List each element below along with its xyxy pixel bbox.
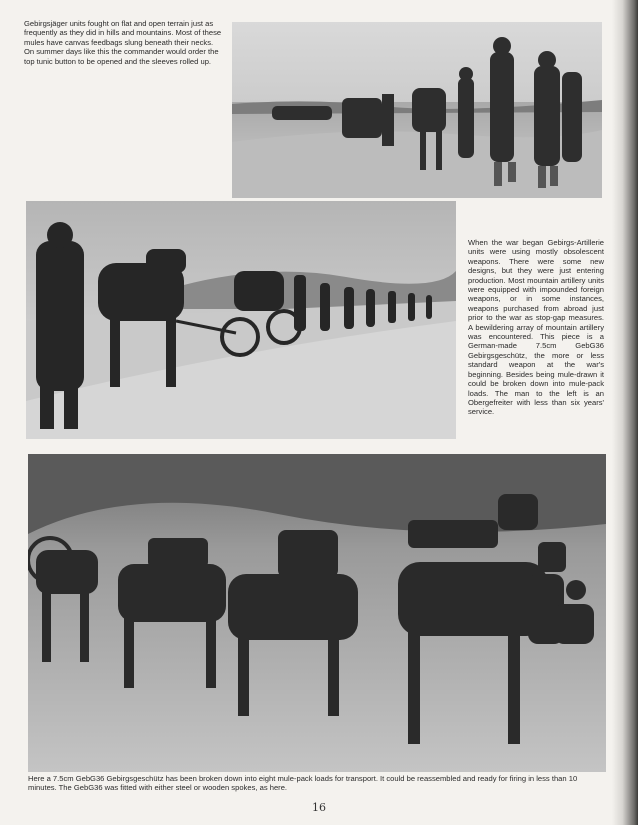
page-edge-shadow — [612, 0, 638, 825]
photo-mule-pack-loads — [28, 454, 606, 772]
caption-top: Gebirgsjäger units fought on flat and open terrain just as frequently as they did in hills and mountains. Most of these mules have canvas feedbags slung beneath their necks. On summer days like this the commander would order the top tunic button to be opened and the sleeves rolled up. — [24, 19, 222, 66]
page-number: 16 — [312, 801, 326, 814]
caption-bottom: Here a 7.5cm GebG36 Gebirgsgeschütz has been broken down into eight mule-pack loads for transport. It could be reassembled and ready for firing in less than 10 minutes. The GebG36 was fitted with either steel or wooden spokes, as here. — [28, 774, 578, 793]
photo-mule-drawn-gun — [26, 201, 456, 439]
photo-soldiers-marching-mules — [232, 22, 602, 198]
caption-middle: When the war began Gebirgs-Artillerie units were using mostly obsolescent weapons. There were some new designs, but they were just entering production. Most mountain artillery units were equipped with impounded foreign weapons, or in some instances, weapons purchased from abroad just prior to the war as stop-gap measures. A bewildering array of mountain artillery was encountered. This piece is a German-made 7.5cm GebG36 Gebirgsgeschütz, the more or less standard weapon at the war's beginning. Besides being mule-drawn it could be broken down into mule-pack loads. The man to the left is an Obergefreiter with less than six years' service. — [468, 238, 604, 417]
